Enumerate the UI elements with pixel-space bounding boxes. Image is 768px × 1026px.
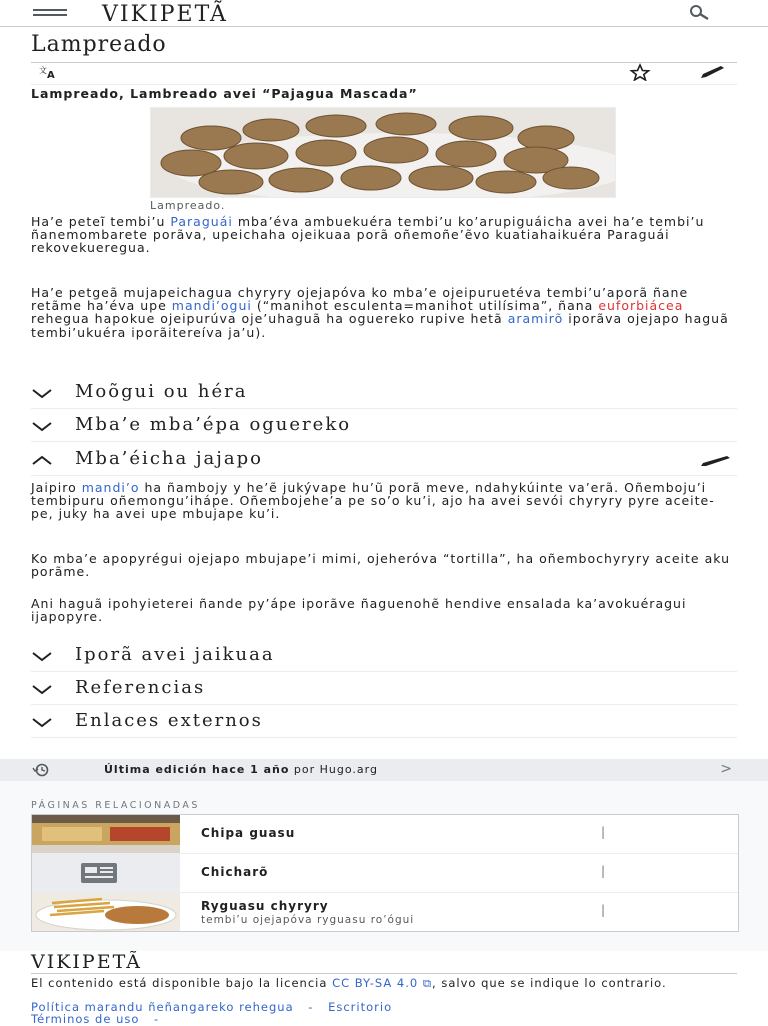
license-text-b: , salvo que se indique lo contrario.	[432, 976, 667, 990]
p3-text-a: Jaipiro	[31, 480, 82, 495]
related-item-title: Chicharõ	[201, 865, 269, 879]
top-header	[0, 0, 768, 27]
footer-links	[31, 1001, 731, 1025]
section-title: Referencias	[75, 677, 206, 698]
related-pages-section	[0, 781, 768, 951]
chevron-down-icon	[31, 683, 53, 695]
related-item-title: Chipa guasu	[201, 826, 296, 840]
related-item-chipa-guasu[interactable]	[32, 815, 738, 854]
footer-separator: -	[308, 1000, 314, 1014]
page-title: Lampreado	[31, 32, 167, 57]
privacy-policy-link[interactable]: Política marandu ñeñangareko rehegua	[31, 1000, 294, 1014]
link-aramiro[interactable]: aramirõ	[507, 311, 564, 327]
image-caption: Lampreado.	[150, 199, 226, 212]
redlink-euforbiacea[interactable]: euforbiácea	[598, 298, 684, 314]
menu-icon[interactable]	[33, 9, 67, 19]
intro-paragraph-1	[31, 215, 737, 255]
chevron-up-icon	[31, 454, 53, 466]
watch-star-icon[interactable]	[629, 63, 651, 81]
related-pages-list	[31, 814, 739, 932]
svg-text:A: A	[47, 70, 55, 79]
chevron-down-icon	[31, 650, 53, 662]
link-paraguai[interactable]: Paraguái	[170, 214, 233, 229]
section-header-contents[interactable]	[31, 411, 737, 442]
section-title: Iporã avei jaikuaa	[75, 644, 275, 665]
section-title: Enlaces externos	[75, 710, 263, 731]
article-placeholder-icon	[32, 854, 180, 892]
section-header-preparation[interactable]	[31, 445, 737, 476]
related-item-title: Ryguasu chyryry	[201, 899, 329, 913]
language-icon[interactable]	[39, 65, 57, 79]
related-thumbnail	[32, 893, 180, 931]
p2-text-d: iporãva ojejapo haguã tembi’ukuéra iporãitereíva ja’u).	[31, 311, 729, 340]
footer-divider	[31, 973, 737, 974]
lead-bold-text: Lampreado, Lambreado avei “Pajagua Mascada”	[31, 86, 418, 101]
lampreado-image[interactable]	[150, 107, 616, 198]
history-clock-icon	[30, 763, 66, 777]
section-title: Mba’e mba’épa oguereko	[75, 414, 352, 435]
license-link[interactable]: CC BY-SA 4.0 ⧉	[332, 976, 433, 990]
footer-license	[31, 977, 731, 989]
chevron-down-icon	[31, 716, 53, 728]
edit-pencil-icon[interactable]	[699, 455, 733, 467]
section-header-external-links[interactable]	[31, 707, 737, 738]
edit-pencil-icon[interactable]	[699, 65, 727, 79]
related-item-ryguasu-chyryry[interactable]	[32, 893, 738, 931]
footer-brand: VIKIPETÃ	[31, 951, 142, 973]
preparation-paragraph-1	[31, 481, 737, 521]
section-header-also-know[interactable]	[31, 641, 737, 672]
license-text-a: El contenido está disponible bajo la licencia	[31, 976, 333, 990]
chevron-down-icon	[31, 387, 53, 399]
svg-text:文: 文	[39, 66, 47, 75]
chevron-down-icon	[31, 420, 53, 432]
related-item-description: tembi’u ojejapóva ryguasu ro’ógui	[201, 914, 415, 926]
section-title: Moõgui ou héra	[75, 381, 248, 402]
intro-paragraph-2	[31, 286, 737, 339]
footer-separator: -	[154, 1012, 160, 1026]
preparation-paragraph-2: Ko mba’e apopyrégui ojejapo mbujape’i mimi, ojeheróva “tortilla”, ha oñembochyryry aceite aku porãme.	[31, 551, 731, 580]
link-mandiogui[interactable]: mandi’ogui	[171, 298, 252, 314]
last-edited-author: por Hugo.arg	[289, 763, 378, 776]
chevron-right-icon: >	[720, 761, 732, 777]
terms-of-use-link[interactable]: Términos de uso	[31, 1012, 140, 1026]
p2-text-b: (“manihot esculenta=manihot utilísima”, ñana	[251, 298, 599, 314]
site-brand[interactable]: VIKIPETÃ	[102, 2, 228, 27]
p1-text-a: Ha’e peteĩ tembi’u	[31, 214, 171, 229]
related-item-divider: |	[601, 864, 606, 878]
link-mandio[interactable]: mandi’o	[81, 480, 140, 495]
p2-text-c: rehegua hapokue ojeipurúva oje’uhaguã ha oguereko rupive hetã	[31, 311, 508, 327]
desktop-view-link[interactable]: Escritorio	[328, 1000, 393, 1014]
related-item-divider: |	[601, 825, 606, 839]
search-icon[interactable]	[688, 5, 710, 21]
last-edited-time: Última edición hace 1 año	[104, 763, 290, 776]
section-header-references[interactable]	[31, 674, 737, 705]
page-actions-toolbar	[31, 62, 737, 85]
related-thumbnail-placeholder	[32, 854, 180, 892]
section-title: Mba’éicha jajapo	[75, 448, 263, 469]
related-item-chicharo[interactable]	[32, 854, 738, 893]
p1-text-b: mba’éva ambuekuéra tembi’u ko’arupiguáicha avei ha’e tembi’u ñanemombarete porãva, upeichaha ojeikuaa porã oñemoñe’ẽvo kuatiahaikuéra Paraguái rekovekueregua.	[31, 214, 705, 256]
related-item-divider: |	[601, 903, 606, 917]
last-edited-bar[interactable]	[0, 759, 768, 781]
related-thumbnail	[32, 815, 180, 853]
related-pages-label: PÁGINAS RELACIONADAS	[31, 800, 200, 811]
last-edited-text	[104, 763, 378, 776]
preparation-paragraph-3: Ani haguã ipohyieterei ñande py’ápe iporãve ñaguenohẽ hendive ensalada ka’avokuéragui ijapopyre.	[31, 596, 687, 625]
p3-text-b: ha ñambojy y he’ẽ jukývape hu’ũ porã meve, ndahykúinte va’erã. Oñemboju’i tembipuru oñemongu’ihápe. Oñembojehe’a pe so’o ku’i, ajo ha avei sevói chyryry pyre aceite-pe, juky ha avei upe mbujape ku’i.	[31, 480, 715, 522]
p2-text-a: Ha’e petgeã mujapeichagua chyryry ojejapóva ko mba’e ojeipuruetéva tembi’u’aporã ñane retãme ha’éva upe	[31, 285, 689, 314]
section-header-origin[interactable]	[31, 378, 737, 409]
